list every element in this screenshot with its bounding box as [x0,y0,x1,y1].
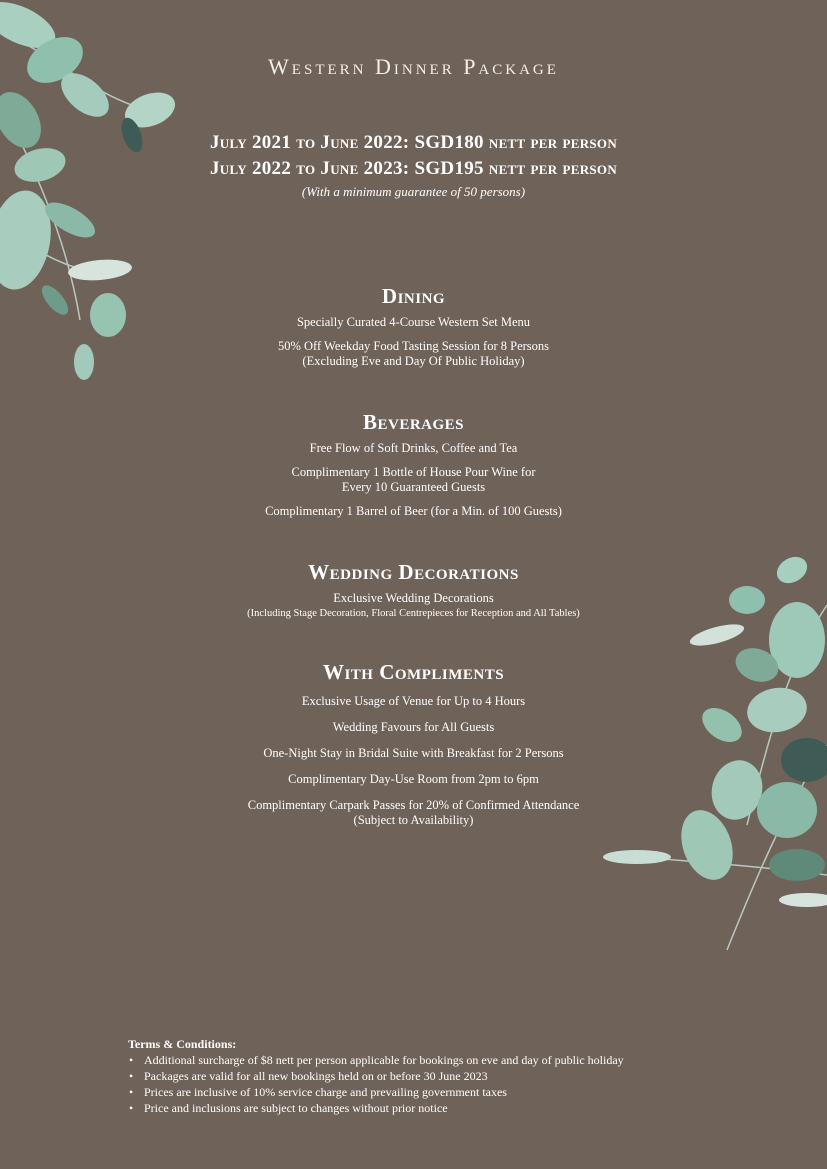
compliments-item-carpark [0,798,827,828]
decorations-item-note: (Including Stage Decoration, Floral Centrepieces for Reception and All Tables) [247,608,580,619]
decorations-item-text: Exclusive Wedding Decorations [333,591,494,605]
compliments-heading: With Compliments [322,660,505,684]
compliments-item-bridal-suite: One-Night Stay in Bridal Suite with Breakfast for 2 Persons [263,746,564,760]
compliments-item-carpark-text: Complimentary Carpark Passes for 20% of Confirmed Attendance [247,798,580,812]
dining-item-food-tasting [0,339,827,369]
terms-item-validity: • Packages are valid for all new bookings held on or before 30 June 2023 [128,1068,748,1084]
decorations-section [0,560,827,630]
beverages-item-wine-text: Complimentary 1 Bottle of House Pour Wine for [291,465,536,479]
terms-title: Terms & Conditions: [128,1037,237,1051]
decorations-item [0,591,827,621]
price-2022-2023: July 2022 to June 2023: SGD195 nett per person [209,158,618,179]
compliments-item-day-use-room: Complimentary Day-Use Room from 2pm to 6pm [288,772,539,786]
beverages-heading: Beverages [362,410,465,434]
compliments-item-venue: Exclusive Usage of Venue for Up to 4 Hours [301,694,526,708]
terms-item-changes: • Price and inclusions are subject to changes without prior notice [128,1100,748,1116]
dining-item-food-tasting-note: (Excluding Eve and Day Of Public Holiday) [302,354,525,368]
dining-item-food-tasting-text: 50% Off Weekday Food Tasting Session for 8 Persons [277,339,550,353]
package-title: Western Dinner Package [268,54,559,79]
terms-item-surcharge: • Additional surcharge of $8 nett per person applicable for bookings on eve and day of public holiday [128,1052,748,1068]
dining-heading: Dining [381,284,446,308]
terms-item-inclusive: • Prices are inclusive of 10% service charge and prevailing government taxes [128,1084,748,1100]
minimum-guarantee-note: (With a minimum guarantee of 50 persons) [301,184,526,199]
beverages-item-wine [0,465,827,495]
beverages-section [0,410,827,528]
beverages-item-wine-note: Every 10 Guaranteed Guests [341,480,486,494]
price-2021-2022: July 2021 to June 2022: SGD180 nett per person [209,132,618,153]
terms-list [128,1052,748,1116]
compliments-item-favours: Wedding Favours for All Guests [332,720,495,734]
price-block [0,130,827,200]
compliments-section [0,660,827,837]
terms-and-conditions [128,1036,748,1116]
beverages-item-beer: Complimentary 1 Barrel of Beer (for a Min. of 100 Guests) [265,504,562,518]
beverages-item-free-flow: Free Flow of Soft Drinks, Coffee and Tea [309,441,518,455]
dining-item-set-menu: Specially Curated 4-Course Western Set Menu [296,315,531,329]
compliments-item-carpark-note: (Subject to Availability) [353,813,474,827]
decorations-heading: Wedding Decorations [308,560,519,584]
dining-section [0,284,827,378]
